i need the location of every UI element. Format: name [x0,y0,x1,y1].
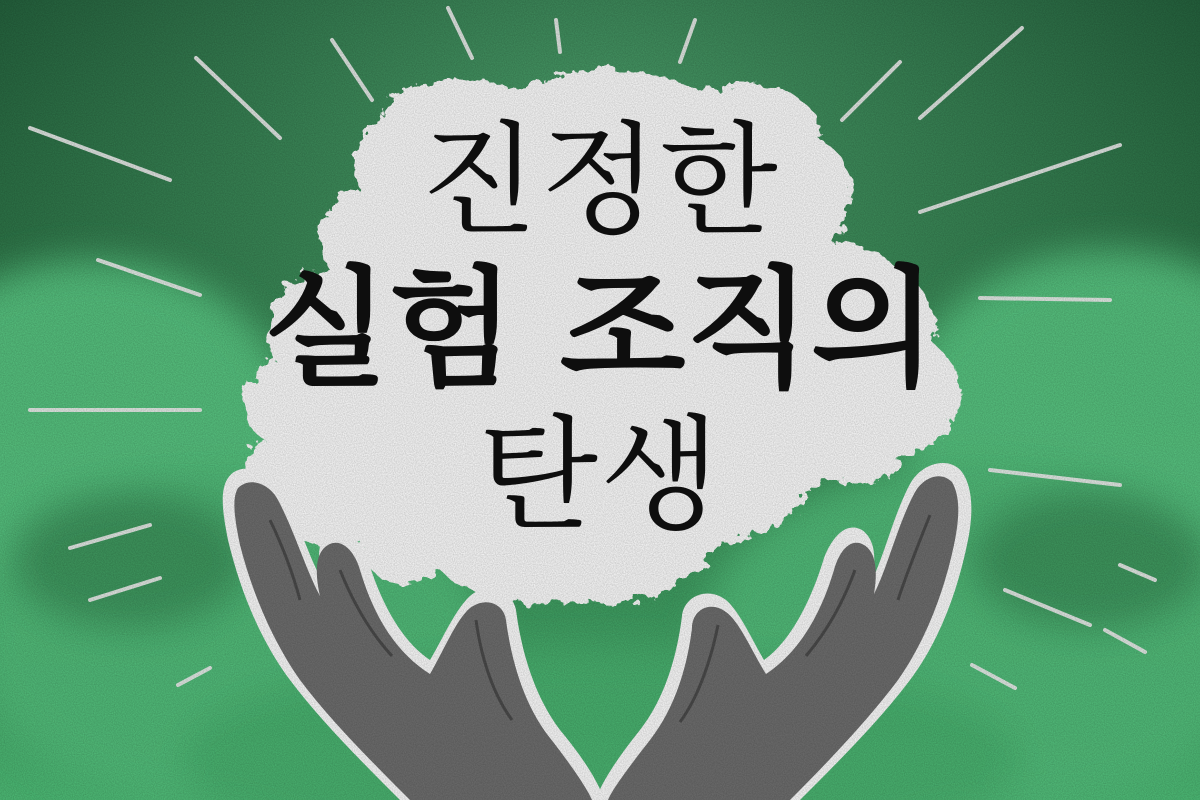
headline-line-1: 진정한 [420,110,780,252]
headline-line-2: 실험 조직의 [263,253,937,405]
headline [240,95,960,615]
headline-line-3: 탄생 [478,404,722,548]
